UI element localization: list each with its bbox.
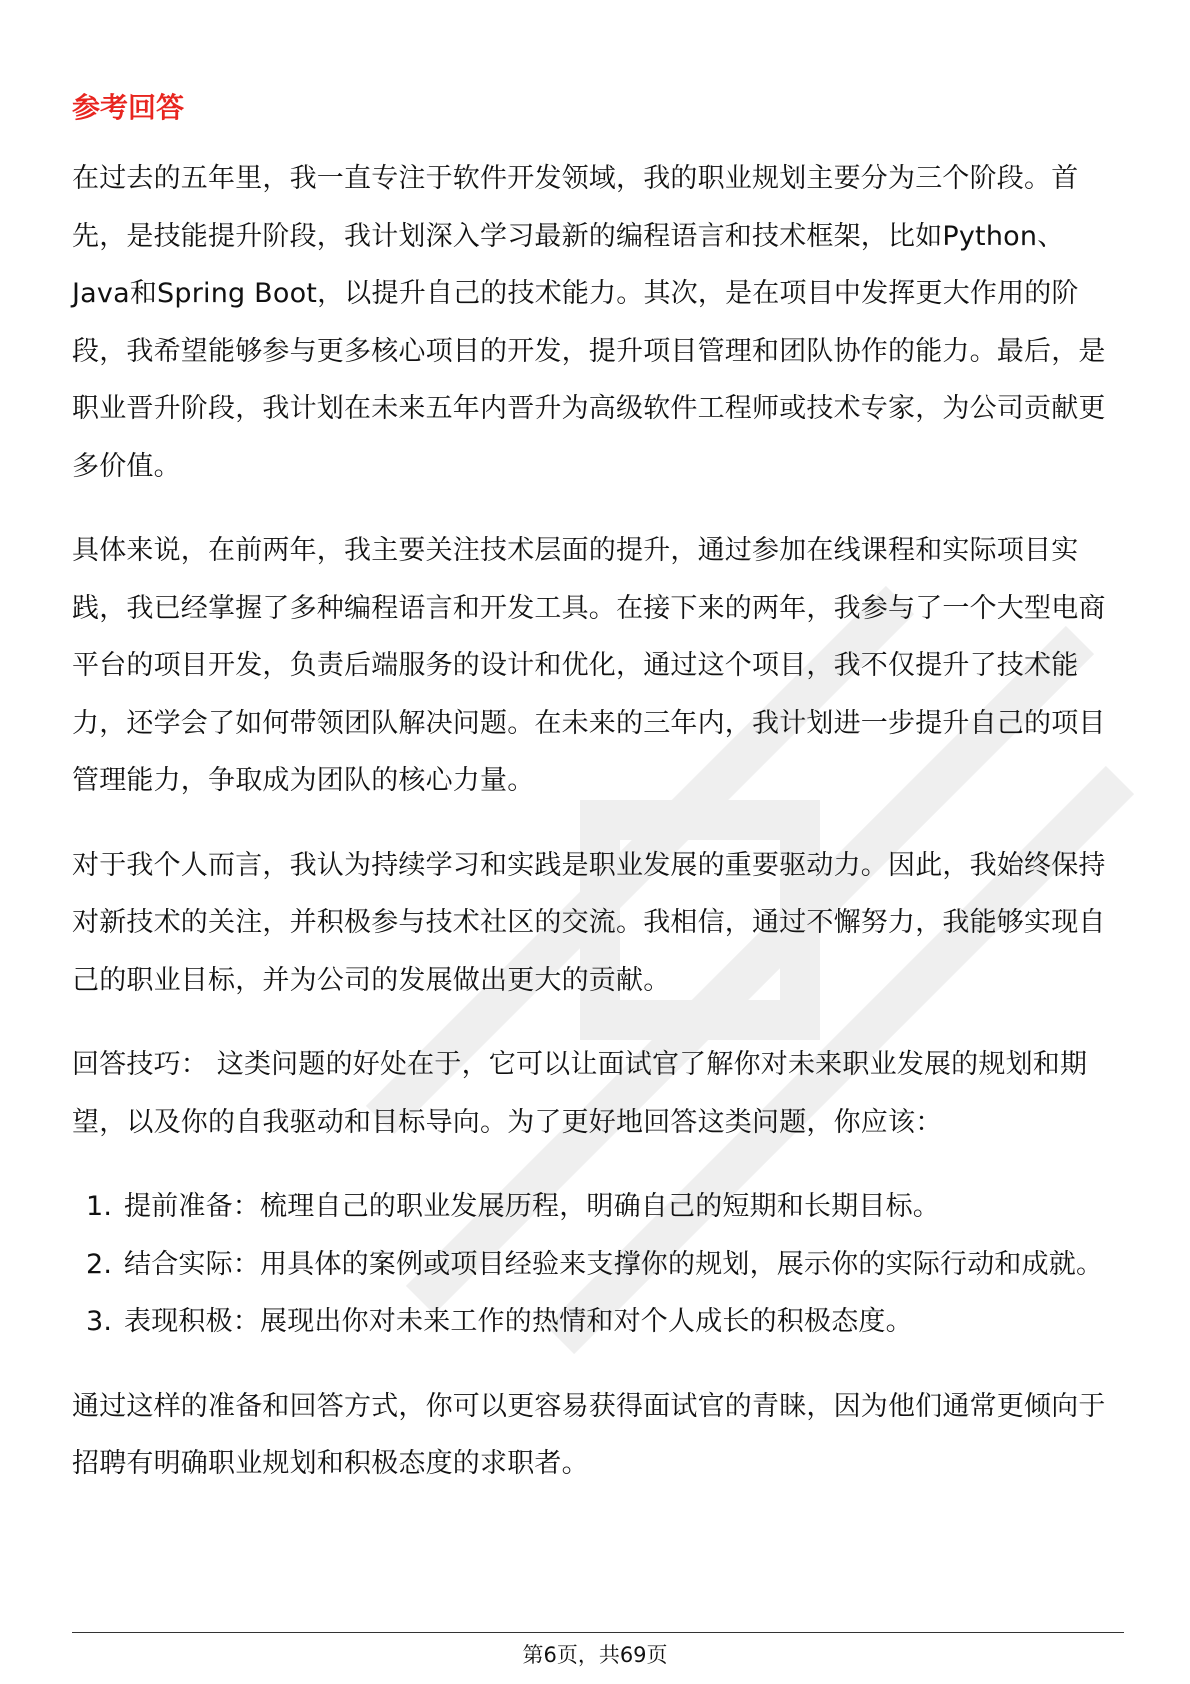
paragraph-personal-view: 对于我个人而言，我认为持续学习和实践是职业发展的重要驱动力。因此，我始终保持对新技术的关注，并积极参与技术社区的交流。我相信，通过不懈努力，我能够实现自己的职业目标，并为公司的发展做出更大的贡献。	[72, 849, 1106, 996]
page-number: 第6页，共69页	[522, 1643, 668, 1667]
list-item-number: 2.	[86, 1248, 113, 1280]
list-item-number: 1.	[86, 1191, 113, 1222]
paragraph-details: 具体来说，在前两年，我主要关注技术层面的提升，通过参加在线课程和实际项目实践，我已经掌握了多种编程语言和开发工具。在接下来的两年，我参与了一个大型电商平台的项目开发，负责后端服务的设计和优化，通过这个项目，我不仅提升了技术能力，还学会了如何带领团队解决问题。在未来的三年内，我计划进一步提升自己的项目管理能力，争取成为团队的核心力量。	[72, 535, 1106, 796]
paragraph-career-plan: 在过去的五年里，我一直专注于软件开发领域，我的职业规划主要分为三个阶段。首先，是技能提升阶段，我计划深入学习最新的编程语言和技术框架，比如Python、Java和Spring Boot，以提升自己的技术能力。其次，是在项目中发挥更大作用的阶段，我希望能够参与更多核心项目的开发，提升项目管理和团队协作的能力。最后，是职业晋升阶段，我计划在未来五年内晋升为高级软件工程师或技术专家，为公司贡献更多价值。	[72, 163, 1106, 482]
list-item	[72, 1236, 1122, 1294]
paragraph-closing: 通过这样的准备和回答方式，你可以更容易获得面试官的青睐，因为他们通常更倾向于招聘有明确职业规划和积极态度的求职者。	[72, 1390, 1106, 1479]
section-title: 参考回答	[72, 91, 185, 124]
tips-list	[72, 1178, 1122, 1351]
footer-divider	[72, 1632, 1124, 1633]
list-item	[72, 1293, 1122, 1351]
main-content	[72, 88, 1122, 1520]
list-item	[72, 1178, 1122, 1236]
list-item-text: 表现积极：展现出你对未来工作的热情和对个人成长的积极态度。	[124, 1306, 913, 1337]
paragraph-answer-tips: 回答技巧： 这类问题的好处在于，它可以让面试官了解你对未来职业发展的规划和期望，以及你的自我驱动和目标导向。为了更好地回答这类问题，你应该：	[72, 1049, 1088, 1138]
list-item-text: 结合实际：用具体的案例或项目经验来支撑你的规划，展示你的实际行动和成就。	[124, 1248, 1104, 1280]
list-item-number: 3.	[86, 1306, 113, 1337]
list-item-text: 提前准备：梳理自己的职业发展历程，明确自己的短期和长期目标。	[124, 1191, 940, 1222]
